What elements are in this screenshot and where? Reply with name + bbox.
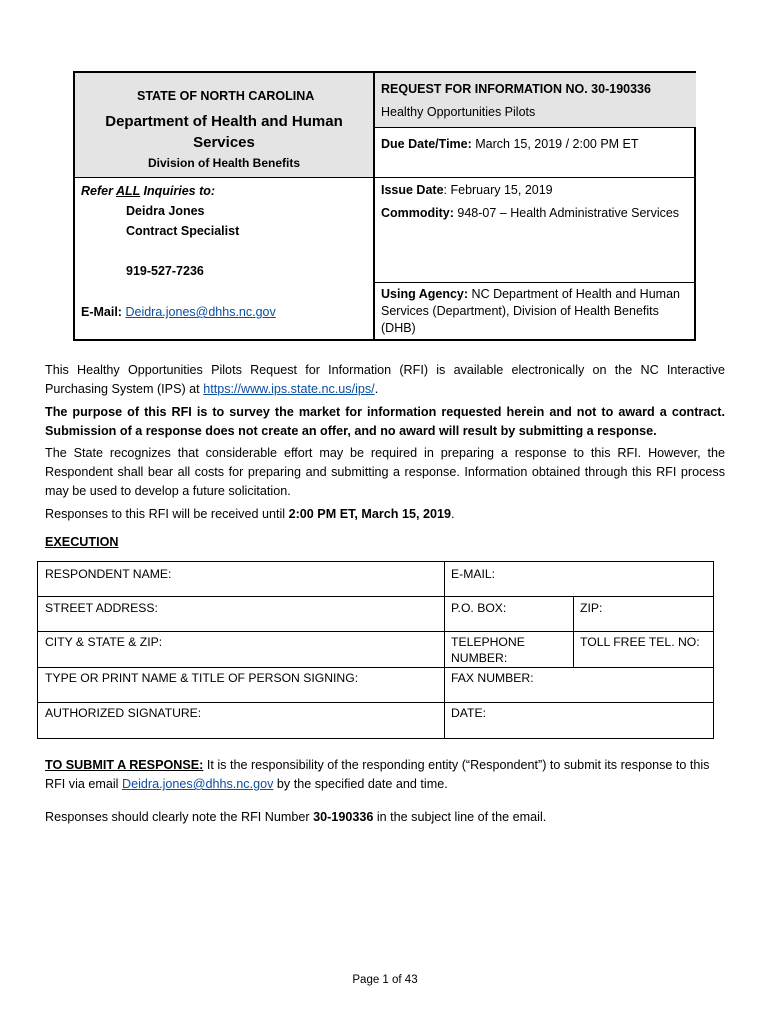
exec-col-divider-main	[444, 562, 445, 738]
fax-number-field[interactable]: FAX NUMBER:	[451, 671, 534, 685]
subject-note-rfi-number: 30-190336	[313, 810, 374, 824]
submit-text-2b: by the specified date and time.	[276, 777, 448, 791]
ips-url-link[interactable]: https://www.ips.state.nc.us/ips/	[203, 382, 375, 396]
rfi-title: Healthy Opportunities Pilots	[381, 105, 536, 119]
header-divider-1	[375, 127, 696, 128]
using-agency-value-3: (DHB)	[381, 321, 416, 335]
header-divider-3	[375, 282, 696, 283]
date-field[interactable]: DATE:	[451, 706, 486, 720]
purpose-paragraph	[45, 403, 725, 441]
using-agency-value-1: NC Department of Health and Human	[471, 287, 680, 301]
state-line-2: Respondent shall bear all costs for preparing and submitting a response. Information obtained through this RFI process	[45, 465, 725, 479]
contact-name: Deidra Jones	[126, 204, 205, 218]
page-number: Page 1 of 43	[352, 974, 418, 986]
intro-line-2-end: .	[374, 382, 379, 396]
authorized-signature-field[interactable]: AUTHORIZED SIGNATURE:	[45, 706, 202, 720]
state-paragraph	[45, 444, 725, 501]
subject-note-prefix: Responses should clearly note the RFI Number	[45, 810, 310, 824]
respondent-name-field[interactable]: RESPONDENT NAME:	[45, 567, 172, 581]
telephone-label-line-2: NUMBER:	[451, 651, 508, 665]
exec-col-divider-sub	[573, 596, 574, 667]
due-date-value: March 15, 2019 / 2:00 PM ET	[475, 137, 639, 151]
submit-email-link[interactable]: Deidra.jones@dhhs.nc.gov	[121, 777, 274, 791]
intro-line-1: This Healthy Opportunities Pilots Request for Information (RFI) is available electronically on the NC Interactive	[45, 363, 725, 377]
due-date-label: Due Date/Time:	[381, 137, 472, 151]
state-name: STATE OF NORTH CAROLINA	[137, 89, 315, 103]
submit-line-1	[45, 756, 725, 775]
refer-all-emphasis: ALL	[115, 184, 141, 198]
intro-line-2	[45, 380, 725, 399]
contact-email-link[interactable]: Deidra.jones@dhhs.nc.gov	[125, 305, 276, 319]
street-address-field[interactable]: STREET ADDRESS:	[45, 601, 158, 615]
po-box-field[interactable]: P.O. BOX:	[451, 601, 507, 615]
submit-line-2	[45, 775, 725, 794]
rfi-number: REQUEST FOR INFORMATION NO. 30-190336	[381, 82, 651, 96]
issue-date-value: February 15, 2019	[450, 183, 553, 197]
telephone-field[interactable]	[451, 634, 525, 666]
contact-phone: 919-527-7236	[126, 264, 204, 278]
exec-row-divider-1	[38, 596, 713, 597]
due-date-row	[381, 136, 639, 153]
submit-paragraph	[45, 756, 725, 794]
zip-field[interactable]: ZIP:	[580, 601, 603, 615]
using-agency-row	[381, 286, 680, 303]
commodity-row	[381, 205, 679, 222]
email-field[interactable]: E-MAIL:	[451, 567, 496, 581]
toll-free-field[interactable]: TOLL FREE TEL. NO:	[580, 635, 700, 649]
intro-paragraph	[45, 361, 725, 399]
header-divider-vertical	[373, 73, 375, 341]
subject-note-suffix: in the subject line of the email.	[376, 810, 547, 824]
exec-row-divider-4	[38, 702, 713, 703]
state-line-1: The State recognizes that considerable effort may be required in preparing a response to this RFI. However, the	[45, 446, 725, 460]
division-name: Division of Health Benefits	[147, 156, 301, 170]
state-line-3: may be used to develop a future solicitation.	[45, 484, 291, 498]
department-name: Department of Health and Human Services	[105, 113, 343, 151]
subject-note-paragraph	[45, 808, 725, 827]
exec-row-divider-3	[38, 667, 713, 668]
contact-email-row	[81, 304, 276, 321]
execution-table	[37, 561, 714, 739]
responses-deadline: 2:00 PM ET, March 15, 2019	[288, 507, 451, 521]
email-label: E-Mail:	[81, 305, 122, 319]
commodity-value: 948-07 – Health Administrative Services	[457, 206, 680, 220]
submit-text-1: It is the responsibility of the responding entity (“Respondent”) to submit its response to this	[206, 758, 710, 772]
city-state-zip-field[interactable]: CITY & STATE & ZIP:	[45, 635, 163, 649]
issue-date-label: Issue Date	[381, 183, 444, 197]
responses-text: Responses to this RFI will be received until	[45, 507, 286, 521]
type-print-name-field[interactable]: TYPE OR PRINT NAME & TITLE OF PERSON SIGNING:	[45, 671, 359, 685]
commodity-label: Commodity:	[381, 206, 454, 220]
purpose-line-1: The purpose of this RFI is to survey the market for information requested herein and not to award a contract.	[45, 405, 725, 419]
intro-line-2-text: Purchasing System (IPS) at	[45, 382, 200, 396]
execution-heading: EXECUTION	[45, 535, 119, 549]
purpose-line-2: Submission of a response does not create an offer, and no award will result by submitting a response.	[45, 424, 657, 438]
contact-title: Contract Specialist	[126, 224, 240, 238]
telephone-label-line-1: TELEPHONE	[451, 635, 525, 649]
submit-heading: TO SUBMIT A RESPONSE:	[45, 758, 204, 772]
issue-date-row: Issue Date: February 15, 2019	[381, 183, 553, 197]
using-agency-value-2: Services (Department), Division of Health Benefits	[381, 304, 659, 318]
responses-paragraph	[45, 505, 725, 524]
header-divider-2	[75, 177, 696, 178]
rfi-header-table	[73, 71, 696, 341]
exec-row-divider-2	[38, 631, 713, 632]
submit-text-2a: RFI via email	[45, 777, 119, 791]
using-agency-label: Using Agency:	[381, 287, 469, 301]
refer-inquiries-label: Refer ALL Inquiries to:	[81, 184, 216, 198]
responses-end: .	[451, 507, 455, 521]
